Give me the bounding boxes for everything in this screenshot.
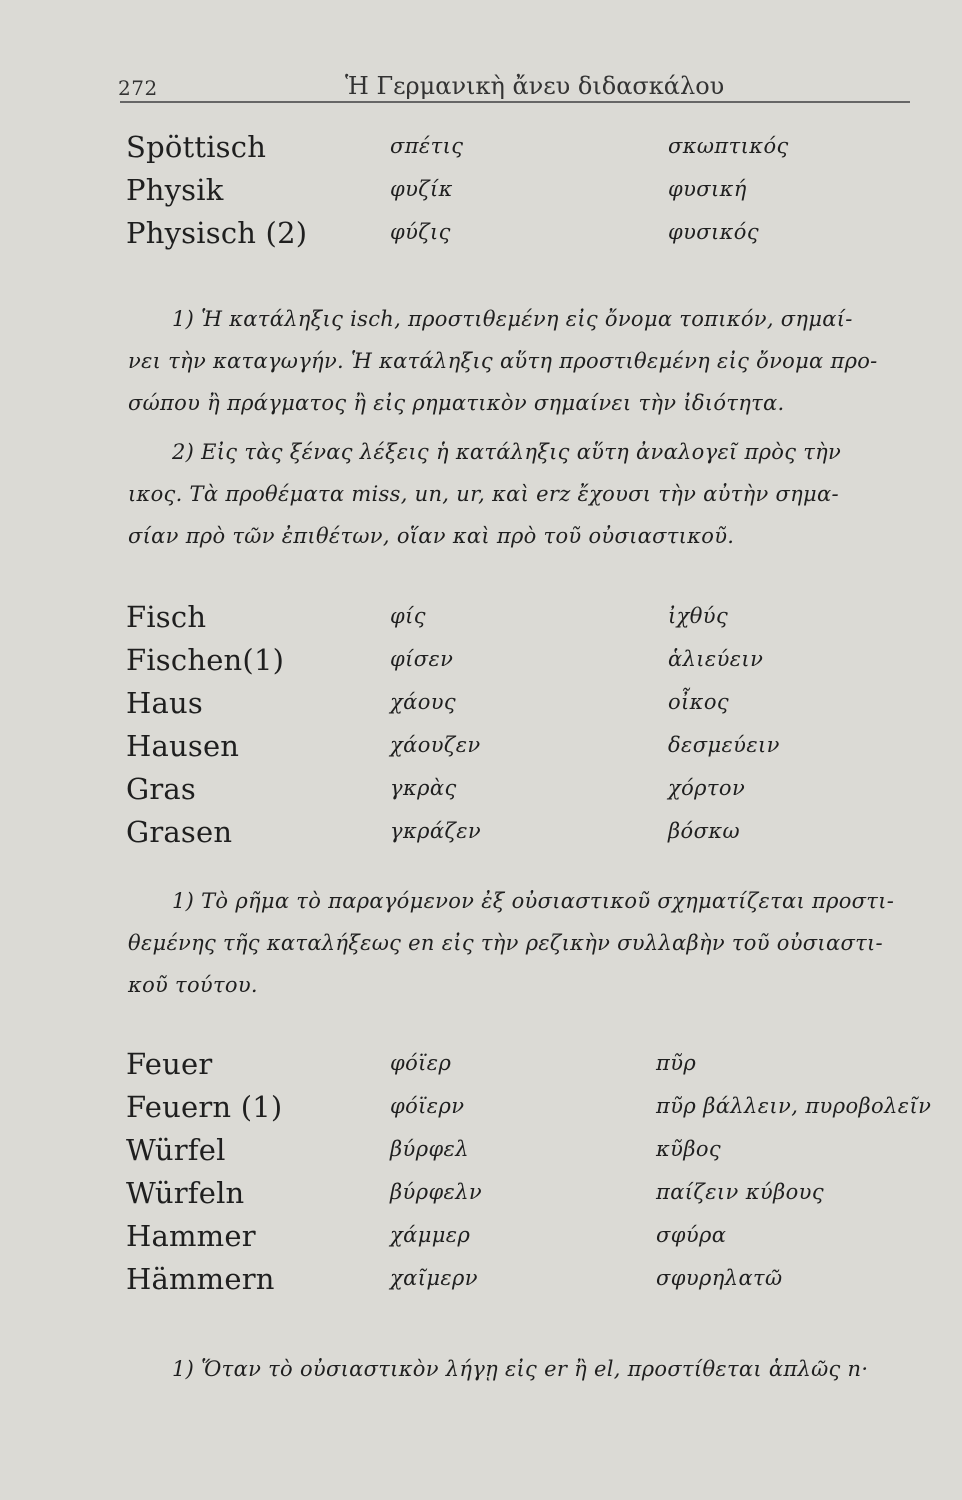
footnote-line: σώπου ἢ πράγματος ἢ εἰς ρηματικὸν σημαίνει τὴν ἰδιότητα. (128, 391, 785, 415)
greek-meaning: σκωπτικός (668, 134, 789, 158)
footnote-line: νει τὴν καταγωγήν. Ἡ κατάληξις αὕτη προστιθεμένη εἰς ὄνομα προ- (128, 349, 878, 373)
german-word: Physik (126, 173, 224, 207)
german-word: Feuern (1) (126, 1090, 283, 1124)
greek-meaning: δεσμεύειν (668, 733, 780, 757)
greek-meaning: κῦβος (656, 1137, 722, 1161)
german-word: Hammer (126, 1219, 256, 1253)
pronunciation: φόϊερν (390, 1094, 465, 1118)
greek-meaning: παίζειν κύβους (656, 1180, 824, 1204)
vocab-row (0, 686, 962, 730)
greek-meaning: σφυρηλατῶ (656, 1266, 783, 1290)
vocab-row (0, 1047, 962, 1091)
vocab-row (0, 130, 962, 174)
pronunciation: φίς (390, 604, 426, 628)
german-word: Grasen (126, 815, 233, 849)
pronunciation: χάους (390, 690, 457, 714)
greek-meaning: φυσική (668, 177, 747, 201)
footnote-4 (128, 1348, 914, 1390)
footnote-line: 2) Εἰς τὰς ξένας λέξεις ἡ κατάληξις αὕτη ἀναλογεῖ πρὸς τὴν (172, 440, 842, 464)
greek-meaning: οἶκος (668, 690, 730, 714)
pronunciation: βύρφελ (390, 1137, 469, 1161)
vocab-row (0, 173, 962, 217)
german-word: Fisch (126, 600, 207, 634)
pronunciation: βύρφελν (390, 1180, 483, 1204)
vocab-row (0, 1219, 962, 1263)
greek-meaning: φυσικός (668, 220, 760, 244)
vocab-row (0, 1176, 962, 1220)
german-word: Gras (126, 772, 197, 806)
german-word: Fischen(1) (126, 643, 285, 677)
vocab-row (0, 1262, 962, 1306)
running-title: Ἡ Γερμανικὴ ἄνευ διδασκάλου (345, 72, 725, 100)
pronunciation: γκρὰς (390, 776, 457, 800)
footnote-line: 1) Ὅταν τὸ οὐσιαστικὸν λήγῃ εἰς er ἢ el, προστίθεται ἁπλῶς n· (172, 1357, 869, 1381)
german-word: Spöttisch (126, 130, 267, 164)
greek-meaning: πῦρ βάλλειν, πυροβολεῖν (656, 1094, 932, 1118)
vocab-row (0, 1090, 962, 1134)
footnote-line: 1) Ἡ κατάληξις isch, προστιθεμένη εἰς ὄνομα τοπικόν, σημαί- (172, 307, 853, 331)
greek-meaning: πῦρ (656, 1051, 697, 1075)
footnote-1 (128, 298, 914, 424)
pronunciation: χάουζεν (390, 733, 481, 757)
pronunciation: χαῖμερν (390, 1266, 478, 1290)
pronunciation: γκράζεν (390, 819, 482, 843)
vocab-row (0, 600, 962, 644)
footnote-line: θεμένης τῆς καταλήξεως en εἰς τὴν ρεζικὴν συλλαβὴν τοῦ οὐσιαστι- (128, 931, 883, 955)
german-word: Würfeln (126, 1176, 245, 1210)
footnote-3 (128, 880, 914, 1006)
pronunciation: φίσεν (390, 647, 454, 671)
vocab-row (0, 1133, 962, 1177)
vocab-row (0, 729, 962, 773)
vocab-row (0, 772, 962, 816)
vocab-row (0, 216, 962, 260)
footnote-line: 1) Τὸ ρῆμα τὸ παραγόμενον ἐξ οὐσιαστικοῦ σχηματίζεται προστι- (172, 889, 895, 913)
footnote-line: ικος. Τὰ προθέματα miss, un, ur, καὶ erz ἔχουσι τὴν αὐτὴν σημα- (128, 482, 839, 506)
greek-meaning: ἁλιεύειν (668, 647, 764, 671)
german-word: Würfel (126, 1133, 226, 1167)
german-word: Hausen (126, 729, 240, 763)
german-word: Feuer (126, 1047, 213, 1081)
greek-meaning: ἰχθύς (668, 604, 729, 628)
greek-meaning: βόσκω (668, 819, 741, 843)
pronunciation: χάμμερ (390, 1223, 471, 1247)
pronunciation: φύζις (390, 220, 451, 244)
footnote-line: κοῦ τούτου. (128, 973, 258, 997)
pronunciation: φόϊερ (390, 1051, 452, 1075)
footnote-2 (128, 431, 914, 557)
greek-meaning: χόρτον (668, 776, 746, 800)
page-number: 272 (118, 76, 158, 100)
greek-meaning: σφύρα (656, 1223, 727, 1247)
footnote-line: σίαν πρὸ τῶν ἐπιθέτων, οἵαν καὶ πρὸ τοῦ οὐσιαστικοῦ. (128, 524, 735, 548)
german-word: Physisch (2) (126, 216, 308, 250)
pronunciation: σπέτις (390, 134, 464, 158)
vocab-row (0, 643, 962, 687)
vocab-row (0, 815, 962, 859)
german-word: Haus (126, 686, 203, 720)
header-rule (120, 101, 910, 103)
german-word: Hämmern (126, 1262, 275, 1296)
pronunciation: φυζίκ (390, 177, 453, 201)
